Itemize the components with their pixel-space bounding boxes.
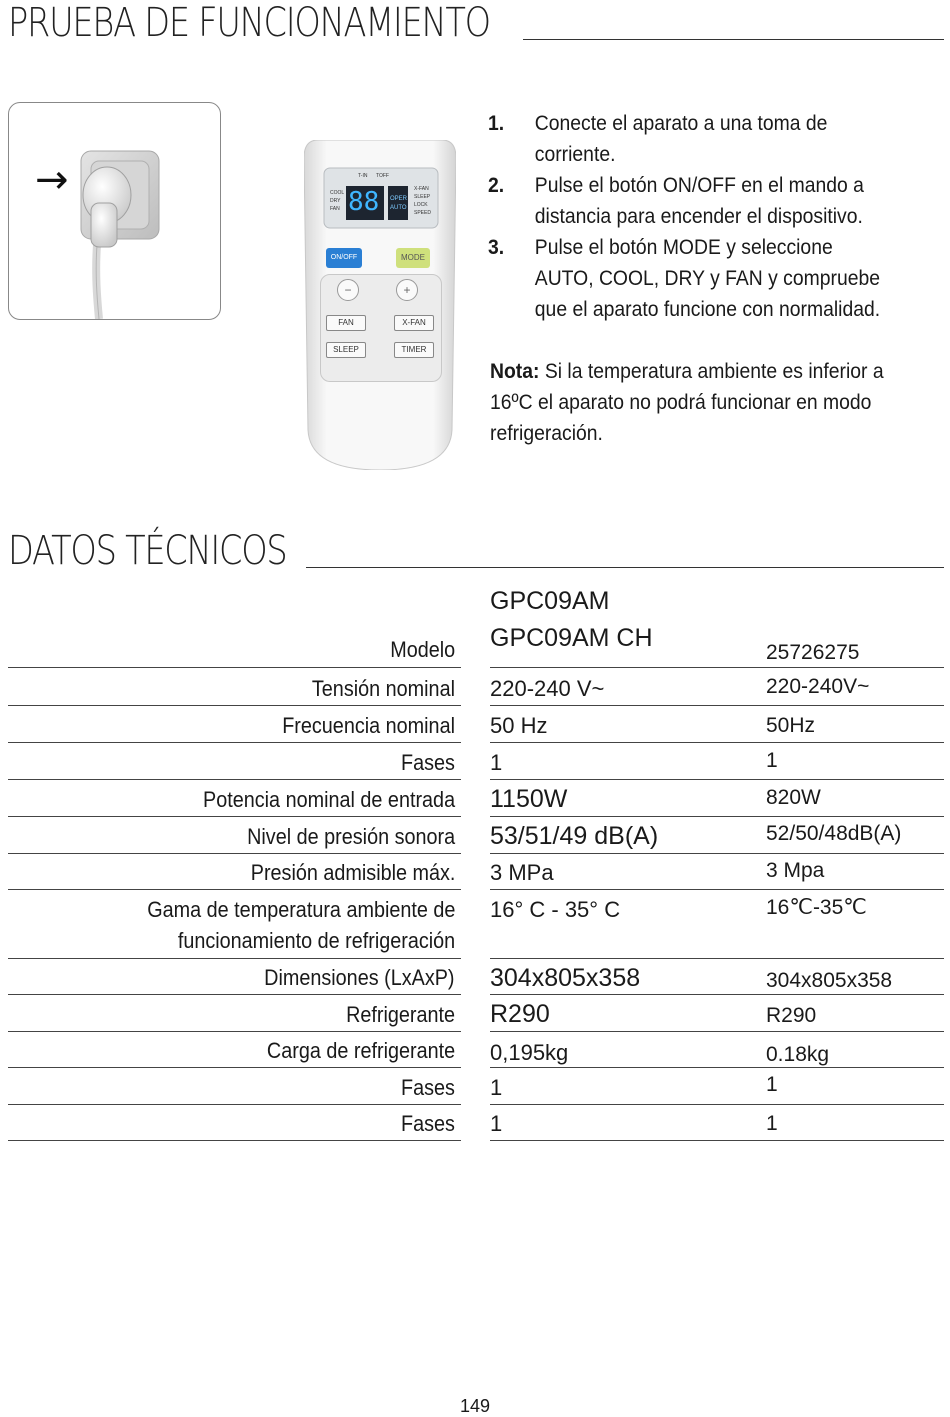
spec-value-2: 1 [766, 1112, 778, 1135]
row-divider [8, 1140, 461, 1141]
fan-button[interactable]: FAN [326, 315, 366, 331]
row-divider [490, 853, 944, 854]
on-off-button[interactable]: ON/OFF [326, 248, 362, 268]
row-divider [490, 667, 944, 668]
spec-value-2: 3 Mpa [766, 859, 825, 882]
arrow-right-icon: → [35, 157, 69, 203]
spec-value-2: 220-240V~ [766, 675, 870, 698]
minus-button[interactable]: − [337, 279, 359, 301]
note-label: Nota: [490, 359, 540, 383]
page-number: 149 [459, 1396, 491, 1416]
row-divider [8, 705, 461, 706]
row-divider [490, 1140, 944, 1141]
spec-value-2: R290 [766, 1004, 817, 1027]
step-text: Pulse el botón ON/OFF en el mando a distancia para encender el dispositivo. [534, 173, 864, 228]
row-divider [8, 1031, 461, 1032]
lcd-tin: T-IN [358, 173, 368, 179]
row-divider [8, 779, 461, 780]
spec-label: Tensión nominal [311, 676, 455, 701]
spec-value-1: 1 [490, 1111, 503, 1136]
step-number: 2. [488, 173, 505, 197]
xfan-button[interactable]: X-FAN [394, 315, 434, 331]
spec-value-1: 1 [490, 750, 503, 775]
plug-illustration [8, 102, 221, 320]
spec-value-1: 3 MPa [490, 860, 554, 885]
model-col1-line1: GPC09AM [490, 587, 610, 615]
row-divider [490, 742, 944, 743]
spec-label: Fases [401, 1111, 455, 1136]
spec-value-1: 16° C - 35° C [490, 897, 621, 922]
row-divider [8, 667, 461, 668]
spec-value-1: 53/51/49 dB(A) [490, 822, 659, 850]
row-divider [490, 958, 944, 959]
note-paragraph [490, 356, 895, 449]
row-divider [490, 779, 944, 780]
heading-rule [523, 39, 944, 40]
spec-label: Refrigerante [346, 1002, 455, 1027]
spec-label: Nivel de presión sonora [246, 824, 455, 849]
step-number: 1. [488, 111, 505, 135]
spec-label: Frecuencia nominal [282, 713, 455, 738]
row-divider [8, 816, 461, 817]
lcd-toff: TOFF [376, 173, 389, 179]
spec-value-1: R290 [490, 1000, 550, 1028]
step-text: Conecte el aparato a una toma de corriente. [534, 111, 828, 166]
row-divider [490, 816, 944, 817]
step-item [488, 170, 893, 232]
lcd-right: X-FAN SLEEP LOCK SPEED [414, 186, 431, 216]
row-divider [8, 958, 461, 959]
spec-value-1: 50 Hz [490, 713, 548, 738]
spec-value-2: 1 [766, 749, 778, 772]
timer-button[interactable]: TIMER [394, 342, 434, 358]
step-item [488, 108, 893, 170]
lcd-digits: 88 [348, 187, 380, 217]
step-text: Pulse el botón MODE y seleccione AUTO, COOL, DRY y FAN y compruebe que el aparato funcione con normalidad. [534, 235, 881, 321]
spec-value-2: 52/50/48dB(A) [766, 822, 902, 845]
spec-value-2: 0.18kg [766, 1043, 830, 1066]
lcd-modes: COOL DRY FAN [330, 190, 345, 212]
spec-label: Presión admisible máx. [250, 860, 455, 885]
spec-label: Dimensiones (LxAxP) [264, 965, 455, 990]
heading-rule [306, 567, 944, 568]
row-divider [8, 1104, 461, 1105]
section-title-datos: DATOS TÉCNICOS [8, 528, 287, 574]
spec-label: Potencia nominal de entrada [202, 787, 455, 812]
plus-button[interactable]: + [396, 279, 418, 301]
row-divider [490, 1067, 944, 1068]
row-divider [490, 889, 944, 890]
lcd-small: OPER AUTO [390, 196, 408, 211]
spec-value-2: 50Hz [766, 714, 816, 737]
row-divider [490, 1104, 944, 1105]
spec-label: Gama de temperatura ambiente de [146, 897, 455, 922]
remote-control-illustration [304, 140, 456, 475]
plug-socket-icon [9, 103, 220, 319]
spec-value-2: 16℃-35℃ [766, 896, 867, 919]
spec-label: Modelo [390, 637, 455, 662]
step-item [488, 232, 893, 325]
row-divider [8, 994, 461, 995]
model-col2: 25726275 [766, 641, 860, 664]
spec-label: Fases [401, 750, 455, 775]
spec-value-1: 304x805x358 [490, 964, 641, 992]
spec-value-1: 1150W [490, 785, 568, 813]
model-col1-line2: GPC09AM CH [490, 624, 653, 652]
spec-value-1: 0,195kg [490, 1040, 569, 1065]
row-divider [8, 853, 461, 854]
mode-button[interactable]: MODE [396, 248, 430, 268]
note-text: Si la temperatura ambiente es inferior a 16ºC el aparato no podrá funcionar en modo refrigeración. [490, 359, 884, 445]
steps-list [488, 108, 893, 325]
spec-value-2: 304x805x358 [766, 969, 893, 992]
spec-label: Carga de refrigerante [266, 1038, 455, 1063]
section-title-prueba: PRUEBA DE FUNCIONAMIENTO [8, 0, 490, 46]
row-divider [490, 705, 944, 706]
spec-value-1: 220-240 V~ [490, 676, 605, 701]
spec-value-2: 1 [766, 1073, 778, 1096]
step-number: 3. [488, 235, 505, 259]
row-divider [490, 1031, 944, 1032]
spec-value-2: 820W [766, 786, 821, 809]
spec-label-line2: funcionamiento de refrigeración [177, 928, 455, 953]
spec-value-1: 1 [490, 1075, 503, 1100]
row-divider [490, 994, 944, 995]
row-divider [8, 889, 461, 890]
row-divider [8, 1067, 461, 1068]
spec-label: Fases [401, 1075, 455, 1100]
sleep-button[interactable]: SLEEP [326, 342, 366, 358]
row-divider [8, 742, 461, 743]
